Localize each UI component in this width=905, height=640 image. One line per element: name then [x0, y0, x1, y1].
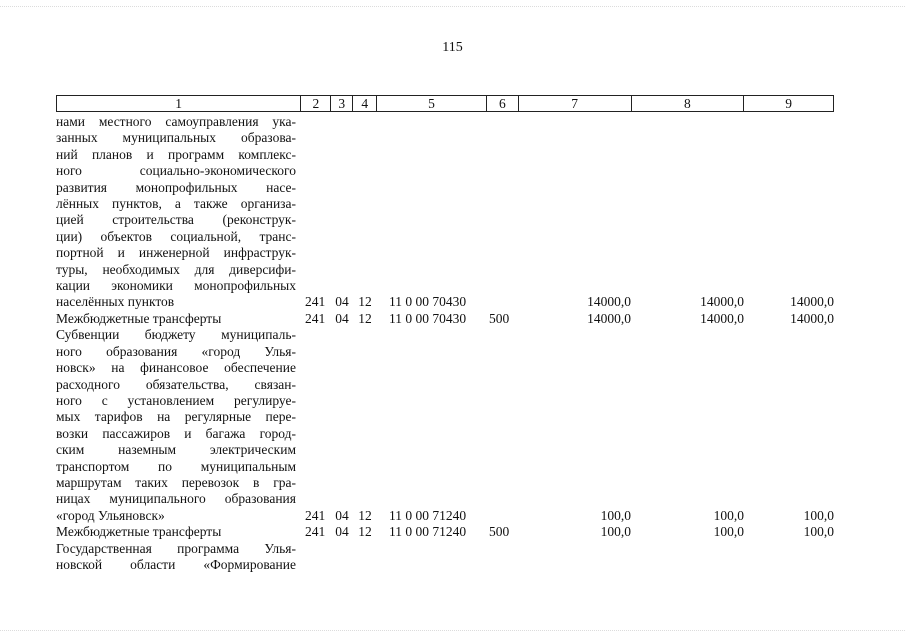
description-line: Субвенции бюджету муниципаль- [56, 327, 296, 343]
header-col-2: 2 [301, 96, 331, 111]
cell-c9: 14000,0 [790, 294, 834, 310]
description-line: ницах муниципального образования [56, 491, 296, 507]
table-body [56, 114, 834, 573]
row-description [56, 327, 296, 524]
description-line: Межбюджетные трансферты [56, 310, 222, 326]
cell-c7: 14000,0 [587, 294, 631, 310]
row-description [56, 541, 296, 574]
description-line: портной и инженерной инфраструк- [56, 245, 296, 261]
description-line: возки пассажиров и багажа город- [56, 425, 296, 441]
cell-c9: 14000,0 [790, 310, 834, 326]
cell-c8: 14000,0 [700, 294, 744, 310]
table-header [56, 95, 834, 112]
header-col-6: 6 [487, 96, 519, 111]
cell-c6: 500 [489, 524, 510, 540]
table-row [56, 541, 834, 574]
header-col-3: 3 [331, 96, 353, 111]
cell-c5: 11 0 00 71240 [389, 507, 467, 523]
cell-c5: 11 0 00 70430 [389, 310, 467, 326]
scan-top-edge [0, 6, 905, 9]
description-line: населённых пунктов [56, 294, 175, 310]
cell-c7: 100,0 [600, 524, 631, 540]
table-row [56, 524, 834, 540]
description-line: кации экономики монопрофильных [56, 278, 296, 294]
cell-c7: 14000,0 [587, 310, 631, 326]
table-row [56, 327, 834, 524]
cell-c4: 12 [358, 507, 372, 523]
description-line: нами местного самоуправления ука- [56, 114, 296, 129]
description-line: ским наземным электрическим [56, 442, 296, 458]
table-row [56, 114, 834, 311]
cell-c2: 241 [305, 310, 326, 326]
cell-c7: 100,0 [600, 507, 631, 523]
description-line: мых тарифов на регулярные пере- [56, 409, 296, 425]
description-line: новской области «Формирование [56, 556, 296, 572]
cell-c3: 04 [335, 294, 349, 310]
description-line: ции) объектов социальной, транс- [56, 228, 296, 244]
description-line: Государственная программа Улья- [56, 540, 296, 556]
description-line: цией строительства (реконструк- [56, 212, 296, 228]
description-line: ного социально-экономического [56, 163, 296, 179]
cell-c6: 500 [489, 310, 510, 326]
description-line: расходного обязательства, связан- [56, 376, 296, 392]
description-line: ний планов и программ комплекс- [56, 146, 296, 162]
header-col-9: 9 [785, 96, 792, 111]
description-line: транспортом по муниципальным [56, 458, 296, 474]
row-description [56, 311, 296, 327]
description-line: «город Ульяновск» [56, 507, 165, 523]
row-description [56, 114, 296, 311]
cell-c8: 100,0 [713, 524, 744, 540]
description-line: ного с установлением регулируе- [56, 392, 296, 408]
description-line: маршрутам таких перевозок в гра- [56, 474, 296, 490]
header-col-7: 7 [519, 96, 632, 111]
cell-c3: 04 [335, 507, 349, 523]
cell-c4: 12 [358, 294, 372, 310]
table-row [56, 311, 834, 327]
header-col-1: 1 [57, 96, 301, 111]
cell-c8: 100,0 [713, 507, 744, 523]
cell-c5: 11 0 00 71240 [389, 524, 467, 540]
cell-c3: 04 [335, 524, 349, 540]
header-col-4: 4 [353, 96, 377, 111]
cell-c9: 100,0 [803, 507, 834, 523]
cell-c2: 241 [305, 507, 326, 523]
description-line: развития монопрофильных насе- [56, 179, 296, 195]
cell-c8: 14000,0 [700, 310, 744, 326]
description-line: ного образования «город Улья- [56, 343, 296, 359]
cell-c4: 12 [358, 524, 372, 540]
row-description [56, 524, 296, 540]
description-line: Межбюджетные трансферты [56, 524, 222, 540]
description-line: туры, необходимых для диверсифи- [56, 261, 296, 277]
cell-c2: 241 [305, 524, 326, 540]
cell-c4: 12 [358, 310, 372, 326]
description-line: новск» на финансовое обеспечение [56, 360, 296, 376]
cell-c5: 11 0 00 70430 [389, 294, 467, 310]
cell-c3: 04 [335, 310, 349, 326]
cell-c9: 100,0 [803, 524, 834, 540]
header-col-5: 5 [377, 96, 487, 111]
description-line: занных муниципальных образова- [56, 130, 296, 146]
description-line: лённых пунктов, а также организа- [56, 196, 296, 212]
cell-c2: 241 [305, 294, 326, 310]
header-col-8: 8 [632, 96, 745, 111]
scan-bottom-edge [0, 630, 905, 633]
page-number: 115 [442, 40, 463, 55]
